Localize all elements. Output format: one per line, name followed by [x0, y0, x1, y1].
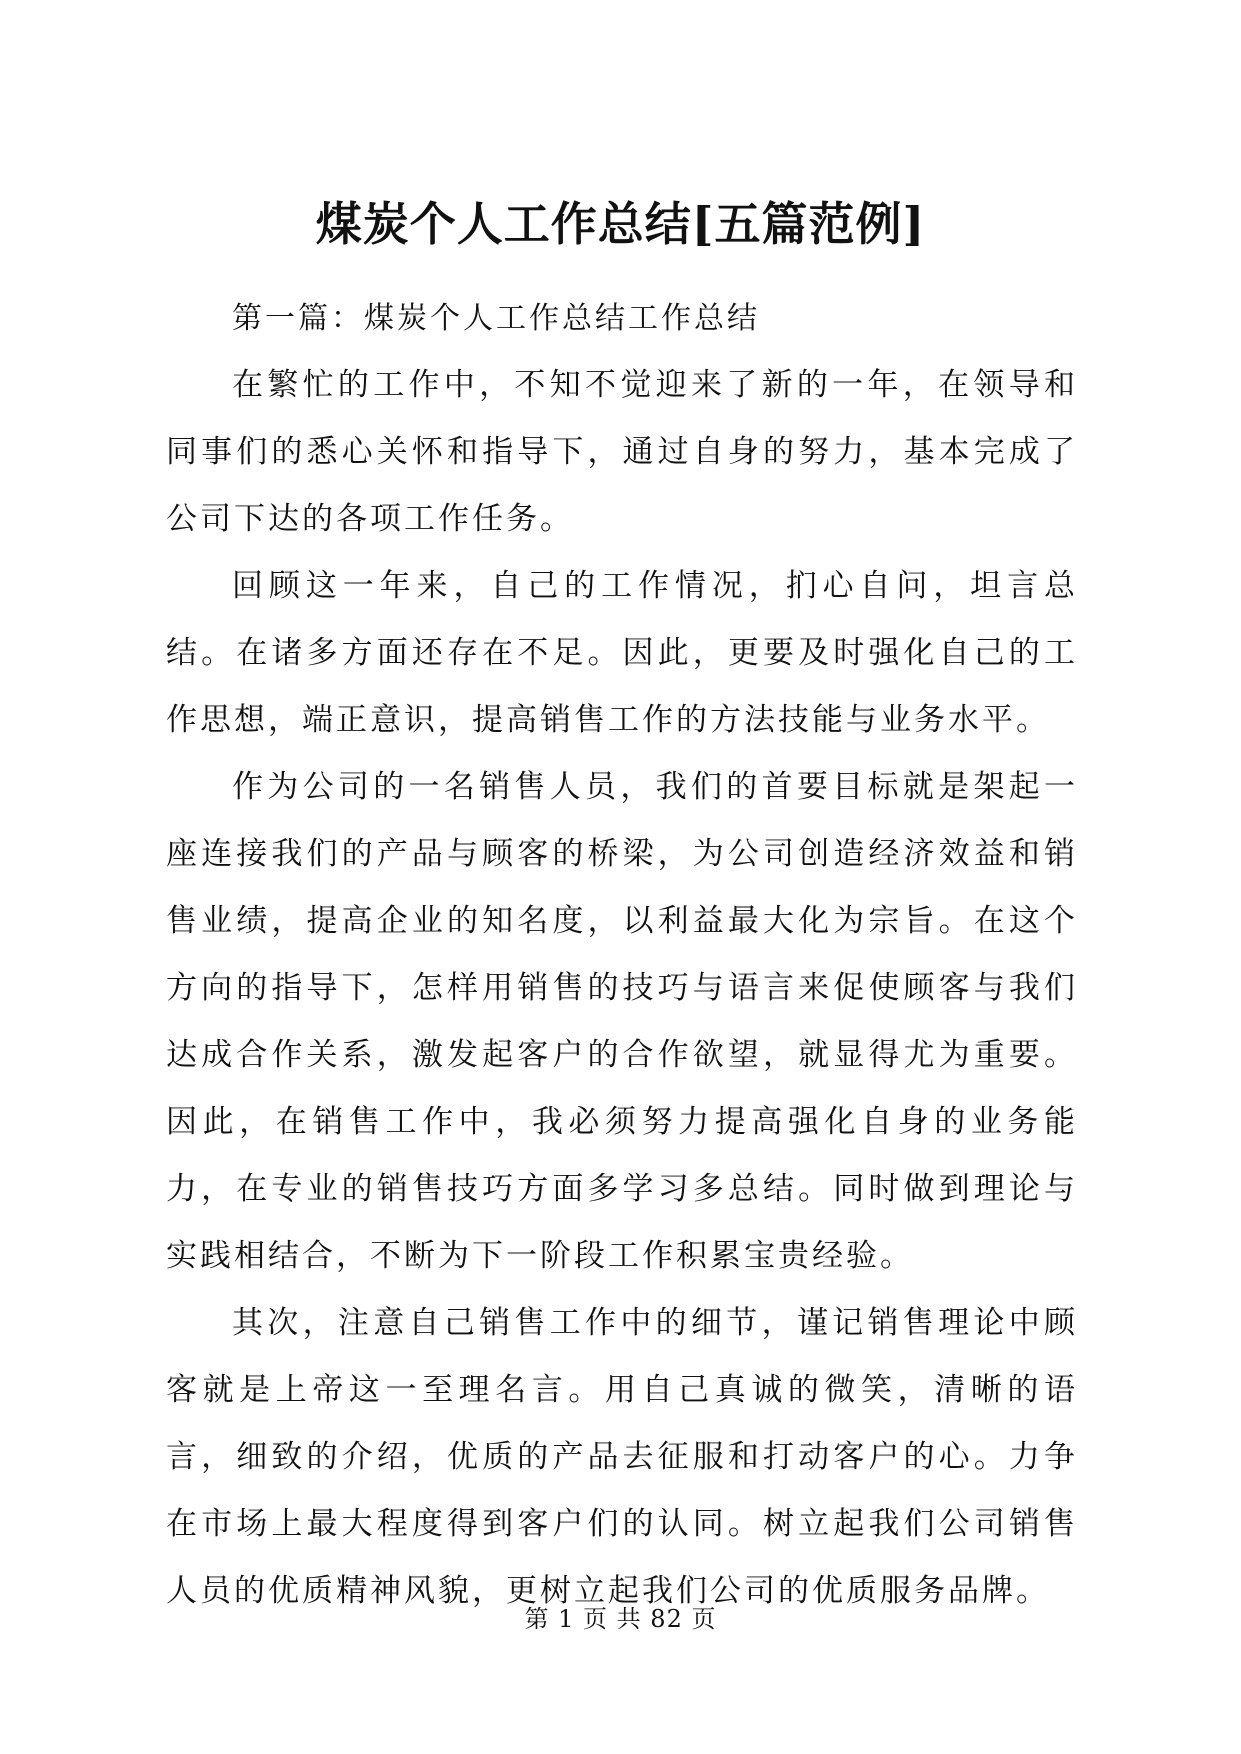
paragraph-4: 其次，注意自己销售工作中的细节，谨记销售理论中顾客就是上帝这一至理名言。用自己真诚的微笑，清晰的语言，细致的介绍，优质的产品去征服和打动客户的心。力争在市场上最大程度得到客户们的认同。树立起我们公司销售人员的优质精神风貌，更树立起我们公司的优质服务品牌。 [166, 1305, 1078, 1609]
page-number-footer: 第 1 页 共 82 页 [524, 1605, 717, 1633]
document-body [166, 288, 1078, 1625]
paragraph-1: 在繁忙的工作中，不知不觉迎来了新的一年，在领导和同事们的悉心关怀和指导下，通过自身的努力，基本完成了公司下达的各项工作任务。 [166, 367, 1078, 537]
document-title: 煤炭个人工作总结[五篇范例] [315, 197, 926, 251]
paragraph-2: 回顾这一年来，自己的工作情况，扪心自问，坦言总结。在诸多方面还存在不足。因此，更要及时强化自己的工作思想，端正意识，提高销售工作的方法技能与业务水平。 [166, 568, 1078, 738]
section-heading: 第一篇：煤炭个人工作总结工作总结 [232, 301, 760, 336]
paragraph-3: 作为公司的一名销售人员，我们的首要目标就是架起一座连接我们的产品与顾客的桥梁，为公司创造经济效益和销售业绩，提高企业的知名度，以利益最大化为宗旨。在这个方向的指导下，怎样用销售的技巧与语言来促使顾客与我们达成合作关系，激发起客户的合作欲望，就显得尤为重要。因此，在销售工作中，我必须努力提高强化自身的业务能力，在专业的销售技巧方面多学习多总结。同时做到理论与实践相结合，不断为下一阶段工作积累宝贵经验。 [166, 769, 1078, 1274]
